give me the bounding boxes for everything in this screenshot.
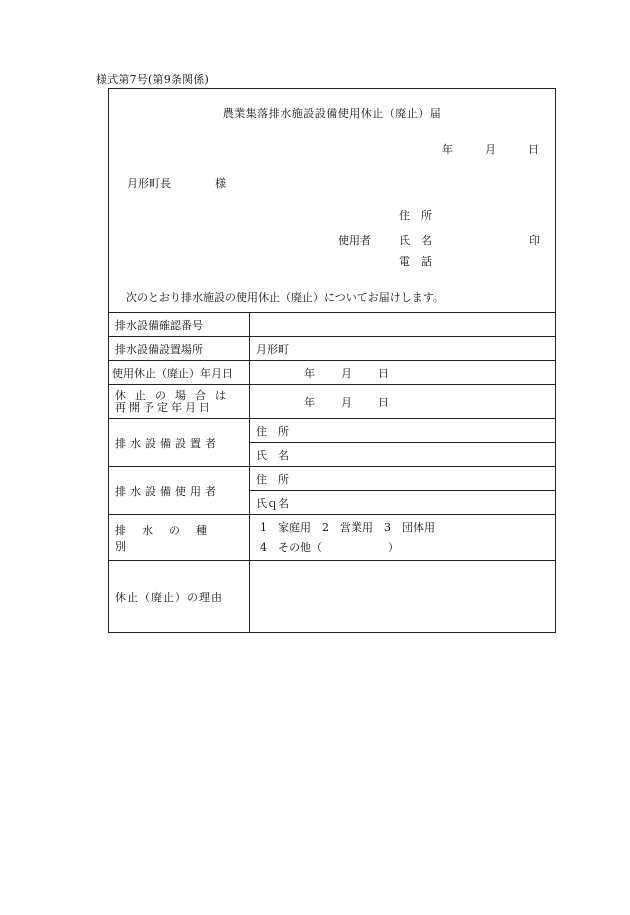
location-label <box>109 337 250 361</box>
applicant-address-label: 住 所 <box>399 209 432 222</box>
label-line-1: 休止の場合は <box>115 388 235 402</box>
month-label: 月 <box>485 143 496 156</box>
form-table <box>108 312 556 633</box>
confirmation-number-field[interactable] <box>250 313 556 337</box>
table-row <box>109 515 556 561</box>
drainage-type-label <box>109 515 250 561</box>
year-label: 年 <box>442 143 453 156</box>
month-label: 月 <box>341 366 352 380</box>
day-label: 日 <box>528 143 539 156</box>
type-options-line-2: 4 その他（ ） <box>260 540 399 554</box>
month-label: 月 <box>341 395 352 409</box>
addressee-honorific: 様 <box>215 177 226 190</box>
drainage-type-options[interactable] <box>250 515 556 561</box>
reason-field[interactable] <box>250 561 556 633</box>
table-row <box>109 385 556 419</box>
name-label: 氏 名 <box>256 448 289 462</box>
day-label: 日 <box>378 395 389 409</box>
table-row <box>109 561 556 633</box>
table-row <box>109 361 556 385</box>
header-frame <box>108 88 556 312</box>
label-line-2: 再開予定年月日 <box>115 400 213 414</box>
seal-mark: 印 <box>529 234 540 247</box>
suspension-date-field[interactable] <box>250 361 556 385</box>
address-label: 住 所 <box>256 424 289 438</box>
year-label: 年 <box>304 366 315 380</box>
name-label: 氏ｑ名 <box>256 496 289 510</box>
resume-date-label <box>109 385 250 419</box>
year-label: 年 <box>304 395 315 409</box>
user-name-field[interactable] <box>250 491 556 515</box>
form-number-label: 様式第7号(第9条関係) <box>96 73 209 86</box>
resume-date-field[interactable] <box>250 385 556 419</box>
installer-label <box>109 419 250 467</box>
table-row <box>109 419 556 443</box>
address-label: 住 所 <box>256 472 289 486</box>
submission-date <box>422 141 539 157</box>
applicant-phone-label: 電 話 <box>399 255 432 268</box>
table-row <box>109 337 556 361</box>
type-options-line-1: 1 家庭用 2 営業用 3 団体用 <box>260 520 435 534</box>
label-text: 休止（廃止）の理由 <box>115 590 223 604</box>
label-text: 排水設備設置場所 <box>115 342 203 356</box>
applicant-heading: 使用者 <box>338 234 371 247</box>
confirmation-number-label <box>109 313 250 337</box>
document-title: 農業集落排水施設設備使用休止（廃止）届 <box>222 107 442 120</box>
installer-name-field[interactable] <box>250 443 556 467</box>
label-text: 排水の種別 <box>115 523 223 553</box>
applicant-name-label: 氏 名 <box>399 234 432 247</box>
location-field[interactable]: 月形町 <box>250 337 556 361</box>
label-text: 排水設備使用者 <box>115 484 220 498</box>
user-label <box>109 467 250 515</box>
table-row <box>109 467 556 491</box>
table-row <box>109 313 556 337</box>
suspension-date-label: 使用休止（廃止）年月日 <box>109 361 250 385</box>
label-text: 排水設備確認番号 <box>115 318 203 332</box>
spaced-label <box>115 317 243 333</box>
label-text: 排水設備設置者 <box>115 436 220 450</box>
notice-text: 次のとおり排水施設の使用休止（廃止）についてお届けします。 <box>126 291 444 304</box>
addressee-name: 月形町長 <box>127 177 171 190</box>
reason-label <box>109 561 250 633</box>
addressee <box>127 175 226 191</box>
installer-address-field[interactable] <box>250 419 556 443</box>
user-address-field[interactable] <box>250 467 556 491</box>
day-label: 日 <box>378 366 389 380</box>
